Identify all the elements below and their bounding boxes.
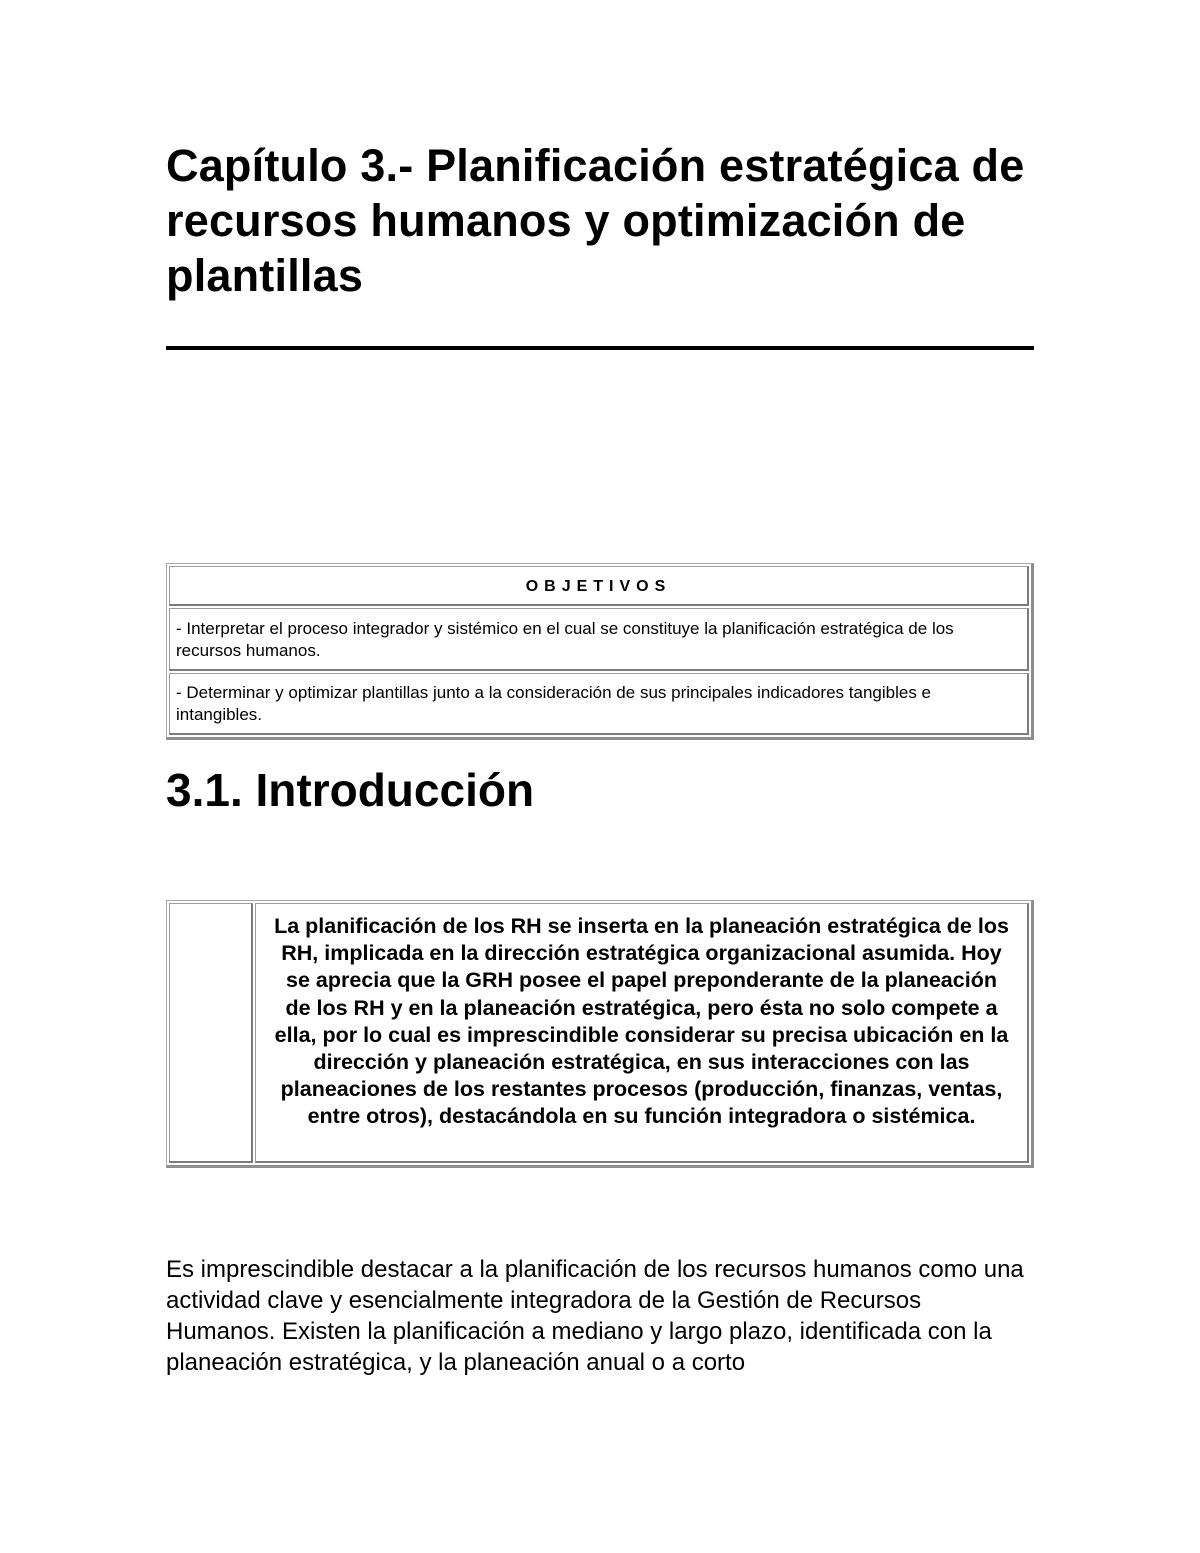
objectives-header: OBJETIVOS bbox=[169, 566, 1029, 606]
chapter-title: Capítulo 3.- Planificación estratégica de recursos humanos y optimización de plantillas bbox=[166, 140, 1025, 301]
body-paragraph: Es imprescindible destacar a la planificación de los recursos humanos como una actividad clave y esencialmente integradora de la Gestión de Recursos Humanos. Existen la planificación a mediano y largo plazo, identificada con la planeación estratégica, y la planeación anual o a corto bbox=[166, 1256, 1024, 1376]
section-heading: 3.1. Introducción bbox=[166, 764, 535, 816]
objective-item-1: - Interpretar el proceso integrador y sistémico en el cual se constituye la planificación estratégica de los recursos humanos. bbox=[169, 608, 1029, 671]
intro-callout-table bbox=[166, 900, 1034, 1168]
callout-text: La planificación de los RH se inserta en la planeación estratégica de los RH, implicada en la dirección estratégica organizacional asumida. Hoy se aprecia que la GRH posee el papel preponderante de la planeación de los RH y en la planeación estratégica, pero ésta no solo compete a ella, por lo cual es imprescindible considerar su precisa ubicación en la dirección y planeación estratégica, en sus interacciones con las planeaciones de los restantes procesos (producción, finanzas, ventas, entre otros), destacándola en su función integradora o sistémica. bbox=[255, 903, 1029, 1163]
callout-empty-cell bbox=[169, 903, 253, 1163]
objective-item-2: - Determinar y optimizar plantillas junto a la consideración de sus principales indicadores tangibles e intangibles. bbox=[169, 673, 1029, 735]
objectives-table bbox=[166, 563, 1034, 740]
title-divider bbox=[166, 346, 1034, 350]
